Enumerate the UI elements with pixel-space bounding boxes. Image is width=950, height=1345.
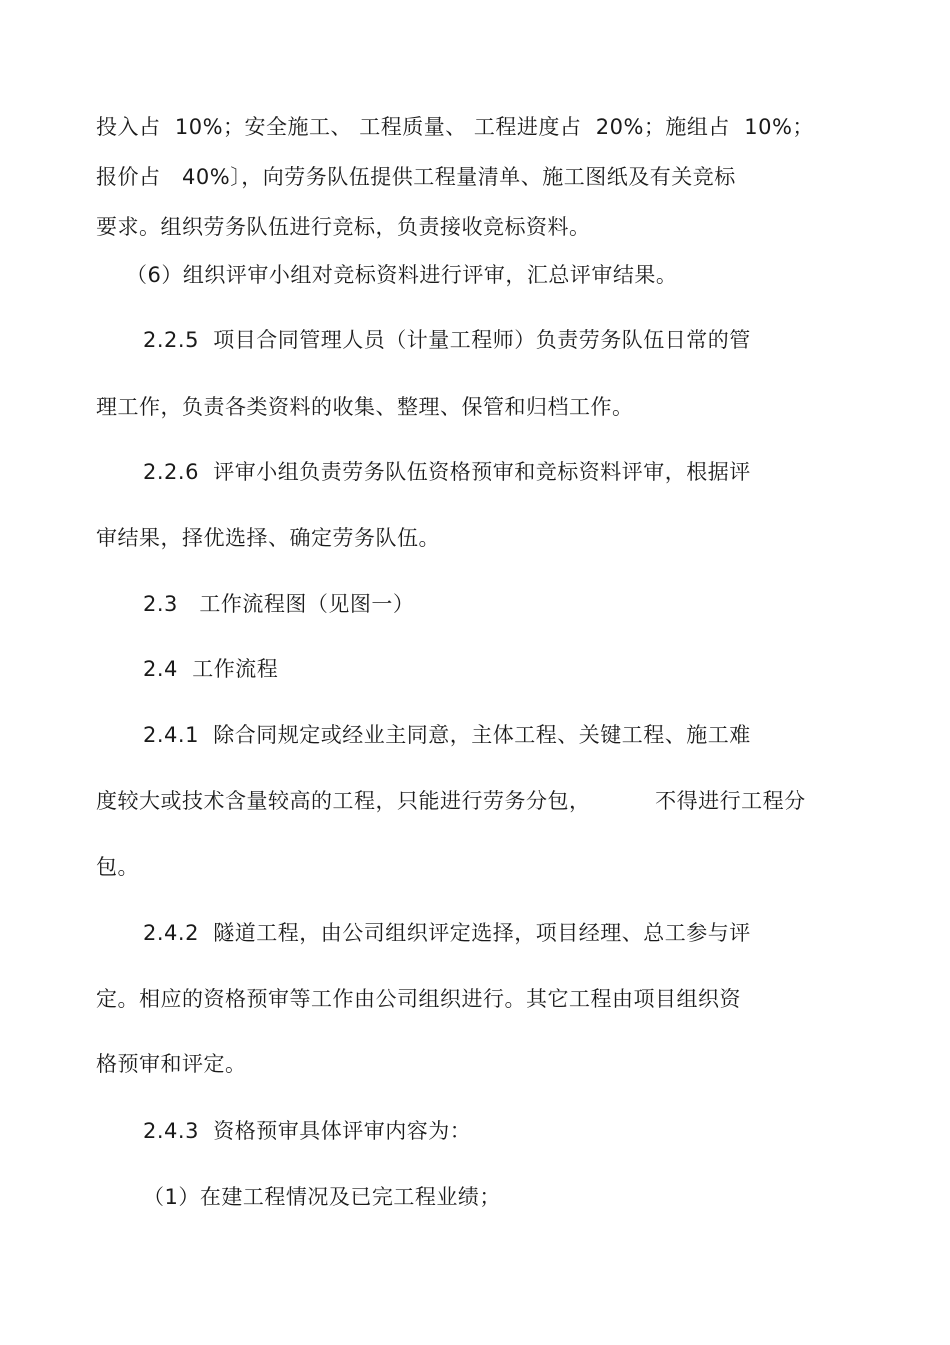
- text-line: 格预审和评定。: [96, 1052, 247, 1076]
- section-heading: 2.4 工作流程: [143, 657, 279, 681]
- text-line: 2.2.5 项目合同管理人员（计量工程师）负责劳务队伍日常的管: [143, 328, 751, 352]
- text-line: 审结果，择优选择、确定劳务队伍。: [96, 526, 440, 550]
- section-heading: 2.3 工作流程图（见图一）: [143, 592, 415, 616]
- text-line: 报价占 40%〕，向劳务队伍提供工程量清单、施工图纸及有关竞标: [96, 165, 736, 189]
- text-line: 理工作，负责各类资料的收集、整理、保管和归档工作。: [96, 395, 634, 419]
- text-line: 要求。组织劳务队伍进行竞标，负责接收竞标资料。: [96, 215, 591, 239]
- text-line: 2.2.6 评审小组负责劳务队伍资格预审和竞标资料评审，根据评: [143, 460, 751, 484]
- text-line: 包。: [96, 855, 139, 879]
- text-line: （1）在建工程情况及已完工程业绩；: [143, 1185, 501, 1209]
- text-line: 2.4.3 资格预审具体评审内容为：: [143, 1119, 472, 1143]
- text-line: 度较大或技术含量较高的工程，只能进行劳务分包， 不得进行工程分: [96, 789, 806, 813]
- text-line: 2.4.2 隧道工程，由公司组织评定选择，项目经理、总工参与评: [143, 921, 751, 945]
- text-line: 投入占 10%；安全施工、 工程质量、 工程进度占 20%；施组占 10%；: [96, 115, 814, 139]
- text-line: （6）组织评审小组对竞标资料进行评审，汇总评审结果。: [126, 263, 678, 287]
- text-line: 定。相应的资格预审等工作由公司组织进行。其它工程由项目组织资: [96, 987, 741, 1011]
- text-line: 2.4.1 除合同规定或经业主同意，主体工程、关键工程、施工难: [143, 723, 751, 747]
